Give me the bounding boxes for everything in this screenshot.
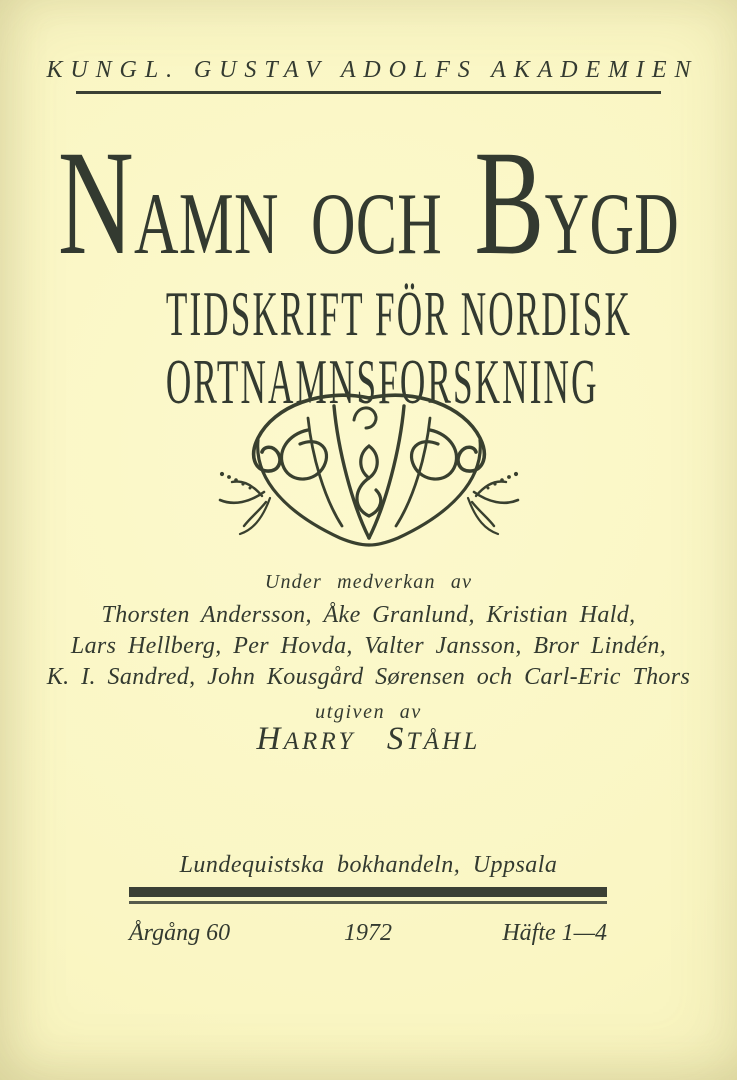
year-label: 1972 <box>344 920 392 946</box>
editor-first-name: HARRY <box>256 721 356 757</box>
volume-label: Årgång 60 <box>129 920 231 946</box>
editor-heading: utgiven av <box>315 701 422 723</box>
issue-row <box>129 916 607 950</box>
contributors-line-2: Lars Hellberg, Per Hovda, Valter Jansson, Bror Lindén, <box>70 633 667 659</box>
imprint-rule-thick <box>129 887 607 897</box>
title-word-namn: NAMN <box>57 120 279 286</box>
academy-header: KUNGL. GUSTAV ADOLFS AKADEMIEN <box>46 57 699 83</box>
title-word-bygd: BYGD <box>474 120 680 286</box>
contributors-heading: Under medverkan av <box>264 571 473 593</box>
subtitle-line-1: TIDSKRIFT FÖR NORDISK <box>165 278 632 349</box>
contributors-line-1: Thorsten Andersson, Åke Granlund, Kristian Hald, <box>101 602 636 628</box>
title-word-och: OCH <box>311 176 443 273</box>
nb-monogram-flourish-icon <box>204 386 534 552</box>
contributors-list <box>0 600 737 693</box>
publisher-line: Lundequistska bokhandeln, Uppsala <box>179 852 558 878</box>
header-rule <box>76 91 661 94</box>
subtitle-line-2: ORTNAMNSFORSKNING <box>165 346 599 417</box>
imprint-rule-thin <box>129 901 607 904</box>
issue-label: Häfte 1—4 <box>502 920 607 946</box>
editor-name <box>0 721 737 758</box>
editor-last-name: STÅHL <box>386 721 481 757</box>
contributors-line-3: K. I. Sandred, John Kousgård Sørensen och Carl-Eric Thors <box>46 664 691 690</box>
